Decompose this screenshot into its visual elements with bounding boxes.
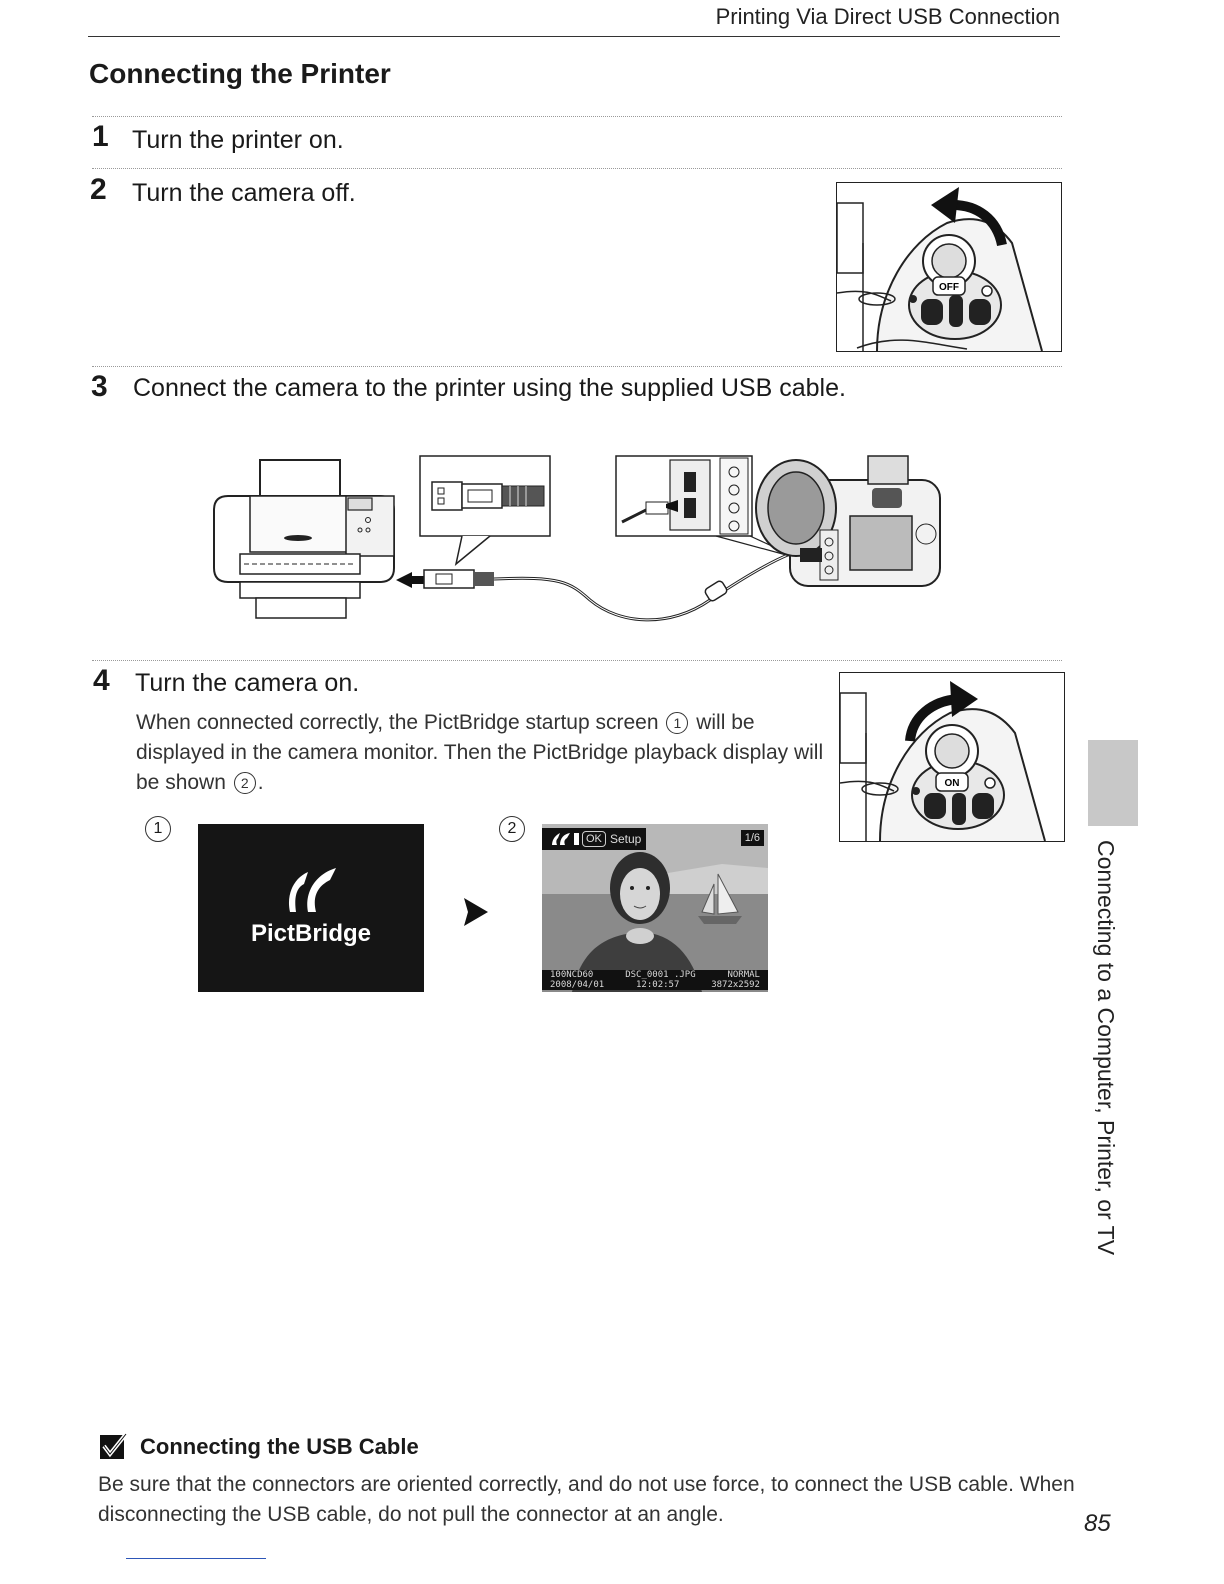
off-label: OFF xyxy=(939,282,959,293)
chapter-tab xyxy=(1088,740,1138,826)
image-counter: 1/6 xyxy=(741,830,764,846)
camera-off-illustration xyxy=(836,182,1062,352)
step-4-body-2: will be displayed in the camera monitor. Then the PictBridge playback display will be shown xyxy=(136,711,824,794)
folder-name: 100NCD60 xyxy=(550,970,594,980)
pictbridge-startup-screen xyxy=(198,824,424,992)
setup-label: Setup xyxy=(610,832,642,846)
step-1-number: 1 xyxy=(92,120,109,153)
step-3-text: Connect the camera to the printer using the supplied USB cable. xyxy=(133,374,846,402)
marker-2: 2 xyxy=(234,772,256,794)
step-2-number: 2 xyxy=(90,173,107,206)
step-4-text: Turn the camera on. xyxy=(135,669,360,697)
chapter-tab-label xyxy=(1084,840,1124,1260)
power-switch-on-image xyxy=(840,673,1064,841)
printer-camera-usb-image xyxy=(200,450,960,630)
header-rule xyxy=(88,36,1060,37)
pictbridge-label: PictBridge xyxy=(250,920,372,947)
divider xyxy=(92,366,1062,367)
step-4-description xyxy=(136,708,826,798)
screen-2-marker: 2 xyxy=(499,816,525,842)
step-3-number: 3 xyxy=(91,370,108,403)
footnote-rule xyxy=(126,1558,266,1559)
on-label: ON xyxy=(944,778,960,789)
divider xyxy=(92,660,1062,661)
checkmark-note-icon xyxy=(99,1432,129,1462)
image-quality: NORMAL xyxy=(727,970,760,980)
divider xyxy=(92,116,1062,117)
page-number: 85 xyxy=(1084,1510,1111,1537)
power-switch-off-image xyxy=(837,183,1061,351)
file-name: DSC_0001 .JPG xyxy=(625,970,696,980)
pictbridge-small-icon xyxy=(550,831,580,847)
step-4-body-1: When connected correctly, the PictBridge startup screen xyxy=(136,711,659,734)
usb-connection-illustration xyxy=(200,450,960,630)
running-header: Printing Via Direct USB Connection xyxy=(715,4,1060,29)
ok-button-label: OK xyxy=(582,831,606,847)
section-title: Connecting the Printer xyxy=(89,58,391,89)
playback-top-bar xyxy=(542,828,768,850)
image-size: 3872x2592 xyxy=(711,980,760,990)
arrow-right-icon xyxy=(460,894,490,930)
image-time: 12:02:57 xyxy=(636,980,680,990)
step-2-text: Turn the camera off. xyxy=(132,179,356,207)
marker-1: 1 xyxy=(666,712,688,734)
camera-on-illustration xyxy=(839,672,1065,842)
pictbridge-logo-icon xyxy=(198,824,424,992)
note-text: Be sure that the connectors are oriented correctly, and do not use force, to connect the USB cable. When disconnecting the USB cable, do not pull the connector at an angle. xyxy=(98,1473,1075,1526)
step-4-number: 4 xyxy=(93,664,110,697)
image-date: 2008/04/01 xyxy=(550,980,605,990)
step-4-body-3: . xyxy=(257,771,264,794)
pictbridge-playback-screen xyxy=(542,824,768,992)
chapter-tab-text: Connecting to a Computer, Printer, or TV xyxy=(1093,840,1119,1256)
step-1-text: Turn the printer on. xyxy=(132,126,344,154)
divider xyxy=(92,168,1062,169)
screen-1-marker: 1 xyxy=(145,816,171,842)
playback-info-bar xyxy=(542,970,768,990)
note-title: Connecting the USB Cable xyxy=(140,1434,419,1459)
